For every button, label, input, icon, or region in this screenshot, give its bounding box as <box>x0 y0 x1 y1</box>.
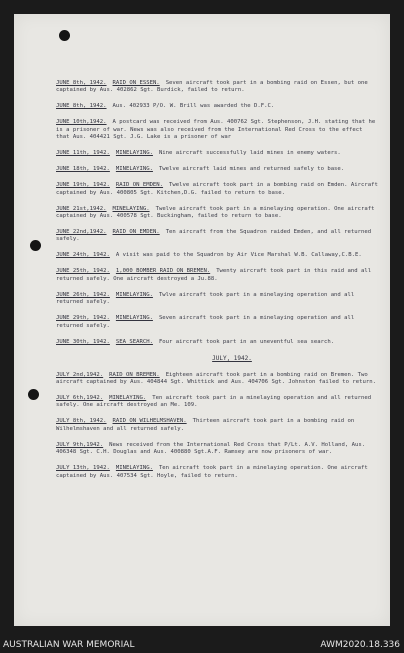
entry-date: JUNE 21st,1942. <box>56 205 107 212</box>
entry-text: Four aircraft took part in an uneventful sea search. <box>158 338 335 345</box>
entry-operation: MINELAYING. <box>115 291 153 298</box>
entry-text: A visit was paid to the Squadron by Air Vice Marshal W.B. Callaway,C.B.E. <box>115 252 362 259</box>
entry-date: JUNE 8th, 1942. <box>56 80 107 86</box>
entry-date: JUNE 8th, 1942. <box>56 103 107 110</box>
entry-date: JULY 2nd,1942. <box>56 371 104 378</box>
entry-operation: RAID ON EMDEN. <box>112 229 160 236</box>
entry-operation: RAID ON BREMEN. <box>109 371 160 378</box>
diary-entry <box>56 315 378 330</box>
entry-text: Twenty aircraft took part in this raid and all returned safely. One aircraft destroyed a Ju.88. <box>56 268 375 282</box>
diary-entry <box>56 465 378 480</box>
entry-date: JUNE 26th, 1942. <box>56 291 110 298</box>
entry-operation: RAID ON ESSEN. <box>112 80 160 86</box>
entry-text: A postcard was received from Aus. 400762 Sgt. Stephenson, J.H. stating that he is a prisoner of war. News was also received from the International Red Cross to the effect that Aus. 404421 Sgt. J.G. Lake is a prisoner of war <box>56 119 379 141</box>
diary-entry <box>56 206 378 221</box>
footer-accession-number: AWM2020.18.336 <box>320 640 400 650</box>
entry-text: Thirteen aircraft took part in a bombing raid on Wilhelmshaven and all returned safely. <box>56 418 358 432</box>
entry-date: JUNE 24th, 1942. <box>56 252 110 259</box>
entry-text: Seven aircraft took part in a minelaying operation and all returned safely. <box>56 315 358 329</box>
entry-operation: RAID ON EMDEN. <box>115 182 164 189</box>
document-page <box>14 14 390 626</box>
entry-text: Aus. 402933 P/O. W. Brill was awarded the D.F.C. <box>112 103 275 110</box>
entry-text: Twelve aircraft took part in a minelaying operation. One aircraft captained by Aus. 400578 Sgt. Buckingham, failed to return to base. <box>56 205 378 220</box>
month-heading: JULY, 1942. <box>212 354 252 362</box>
punch-hole-bottom <box>28 389 39 400</box>
entry-text: Twelve aircraft took part in a bombing raid on Emden. Aircraft captained by Aus. 400805 Sgt. Kitchen,D.G. failed to return to base. <box>56 182 382 196</box>
punch-hole-top <box>59 30 70 41</box>
entry-operation: RAID ON WILHELMSHAVEN. <box>112 418 187 425</box>
diary-entry <box>56 395 378 410</box>
entry-date: JUNE 18th, 1942. <box>56 166 110 173</box>
diary-entry <box>56 268 378 283</box>
diary-entry <box>56 182 382 197</box>
diary-entry <box>56 103 378 110</box>
entry-date: JUNE 19th, 1942. <box>56 182 110 189</box>
entry-date: JULY 6th,1942. <box>56 395 104 402</box>
entry-date: JUNE 30th, 1942. <box>56 338 110 345</box>
diary-entry <box>56 229 378 244</box>
entry-date: JULY 13th, 1942. <box>56 465 110 472</box>
entry-text: News received from the International Red Cross that P/Lt. A.V. Holland, Aus. 406348 Sgt. C.H. Douglas and Aus. 400880 Sgt.A.F. Ramsey are now prisoners of war. <box>56 441 369 456</box>
entry-text: Seven aircraft took part in a bombing raid on Essen, but one captained by Aus. 402862 Sgt. Burdick, failed to return. <box>56 80 372 94</box>
entry-operation: MINELAYING. <box>115 166 153 173</box>
entry-operation: 1,000 BOMBER RAID ON BREMEN. <box>115 268 211 275</box>
entry-operation: MINELAYING. <box>115 150 153 157</box>
entry-text: Ten aircraft took part in a minelaying operation and all returned safely. One aircraft destroyed an Me. 109. <box>56 395 375 409</box>
entry-operation: MINELAYING. <box>112 205 150 212</box>
diary-entry <box>56 80 378 95</box>
diary-entry <box>56 166 378 173</box>
entry-date: JUNE 29th, 1942. <box>56 315 110 322</box>
diary-entry <box>56 418 378 433</box>
entry-date: JULY 9th,1942. <box>56 441 104 448</box>
entry-operation: MINELAYING. <box>109 395 147 402</box>
entry-operation: MINELAYING. <box>115 465 153 472</box>
entry-text: Eighteen aircraft took part in a bombing raid on Bremen. Two aircraft captained by Aus. 404844 Sgt. Whittick and Aus. 404706 Sgt. Johnston failed to return. <box>56 371 376 386</box>
diary-entries <box>56 80 382 489</box>
entry-date: JUNE 25th, 1942. <box>56 268 110 275</box>
entry-text: Nine aircraft successfully laid mines in enemy waters. <box>158 150 341 157</box>
entry-date: JUNE 10th,1942. <box>56 119 107 126</box>
diary-entry <box>56 442 378 457</box>
entry-text: Twelve aircraft laid mines and returned safely to base. <box>158 166 345 173</box>
diary-entry <box>56 372 378 387</box>
diary-entry <box>56 292 378 307</box>
entry-text: Ten aircraft from the Squadron raided Emden, and all returned safely. <box>56 229 375 243</box>
diary-entry <box>56 252 378 259</box>
punch-hole-middle <box>30 240 41 251</box>
entry-text: Twlve aircraft took part in a minelaying operation and all returned safely. <box>56 291 358 306</box>
entry-operation: SEA SEARCH. <box>115 338 153 345</box>
entry-date: JUNE 11th, 1942. <box>56 150 110 157</box>
entry-text: Ten aircraft took part in a minelaying operation. One aircraft captained by Aus. 407534 Sgt. Hoyle, failed to return. <box>56 465 372 479</box>
footer-bar <box>0 637 404 653</box>
diary-entry <box>56 339 378 346</box>
entry-date: JUNE 22nd,1942. <box>56 229 107 236</box>
entry-operation: MINELAYING. <box>115 315 153 322</box>
footer-institution: AUSTRALIAN WAR MEMORIAL <box>3 640 135 650</box>
diary-entry <box>56 150 378 157</box>
entry-date: JULY 8th, 1942. <box>56 418 107 425</box>
diary-entry <box>56 119 378 141</box>
